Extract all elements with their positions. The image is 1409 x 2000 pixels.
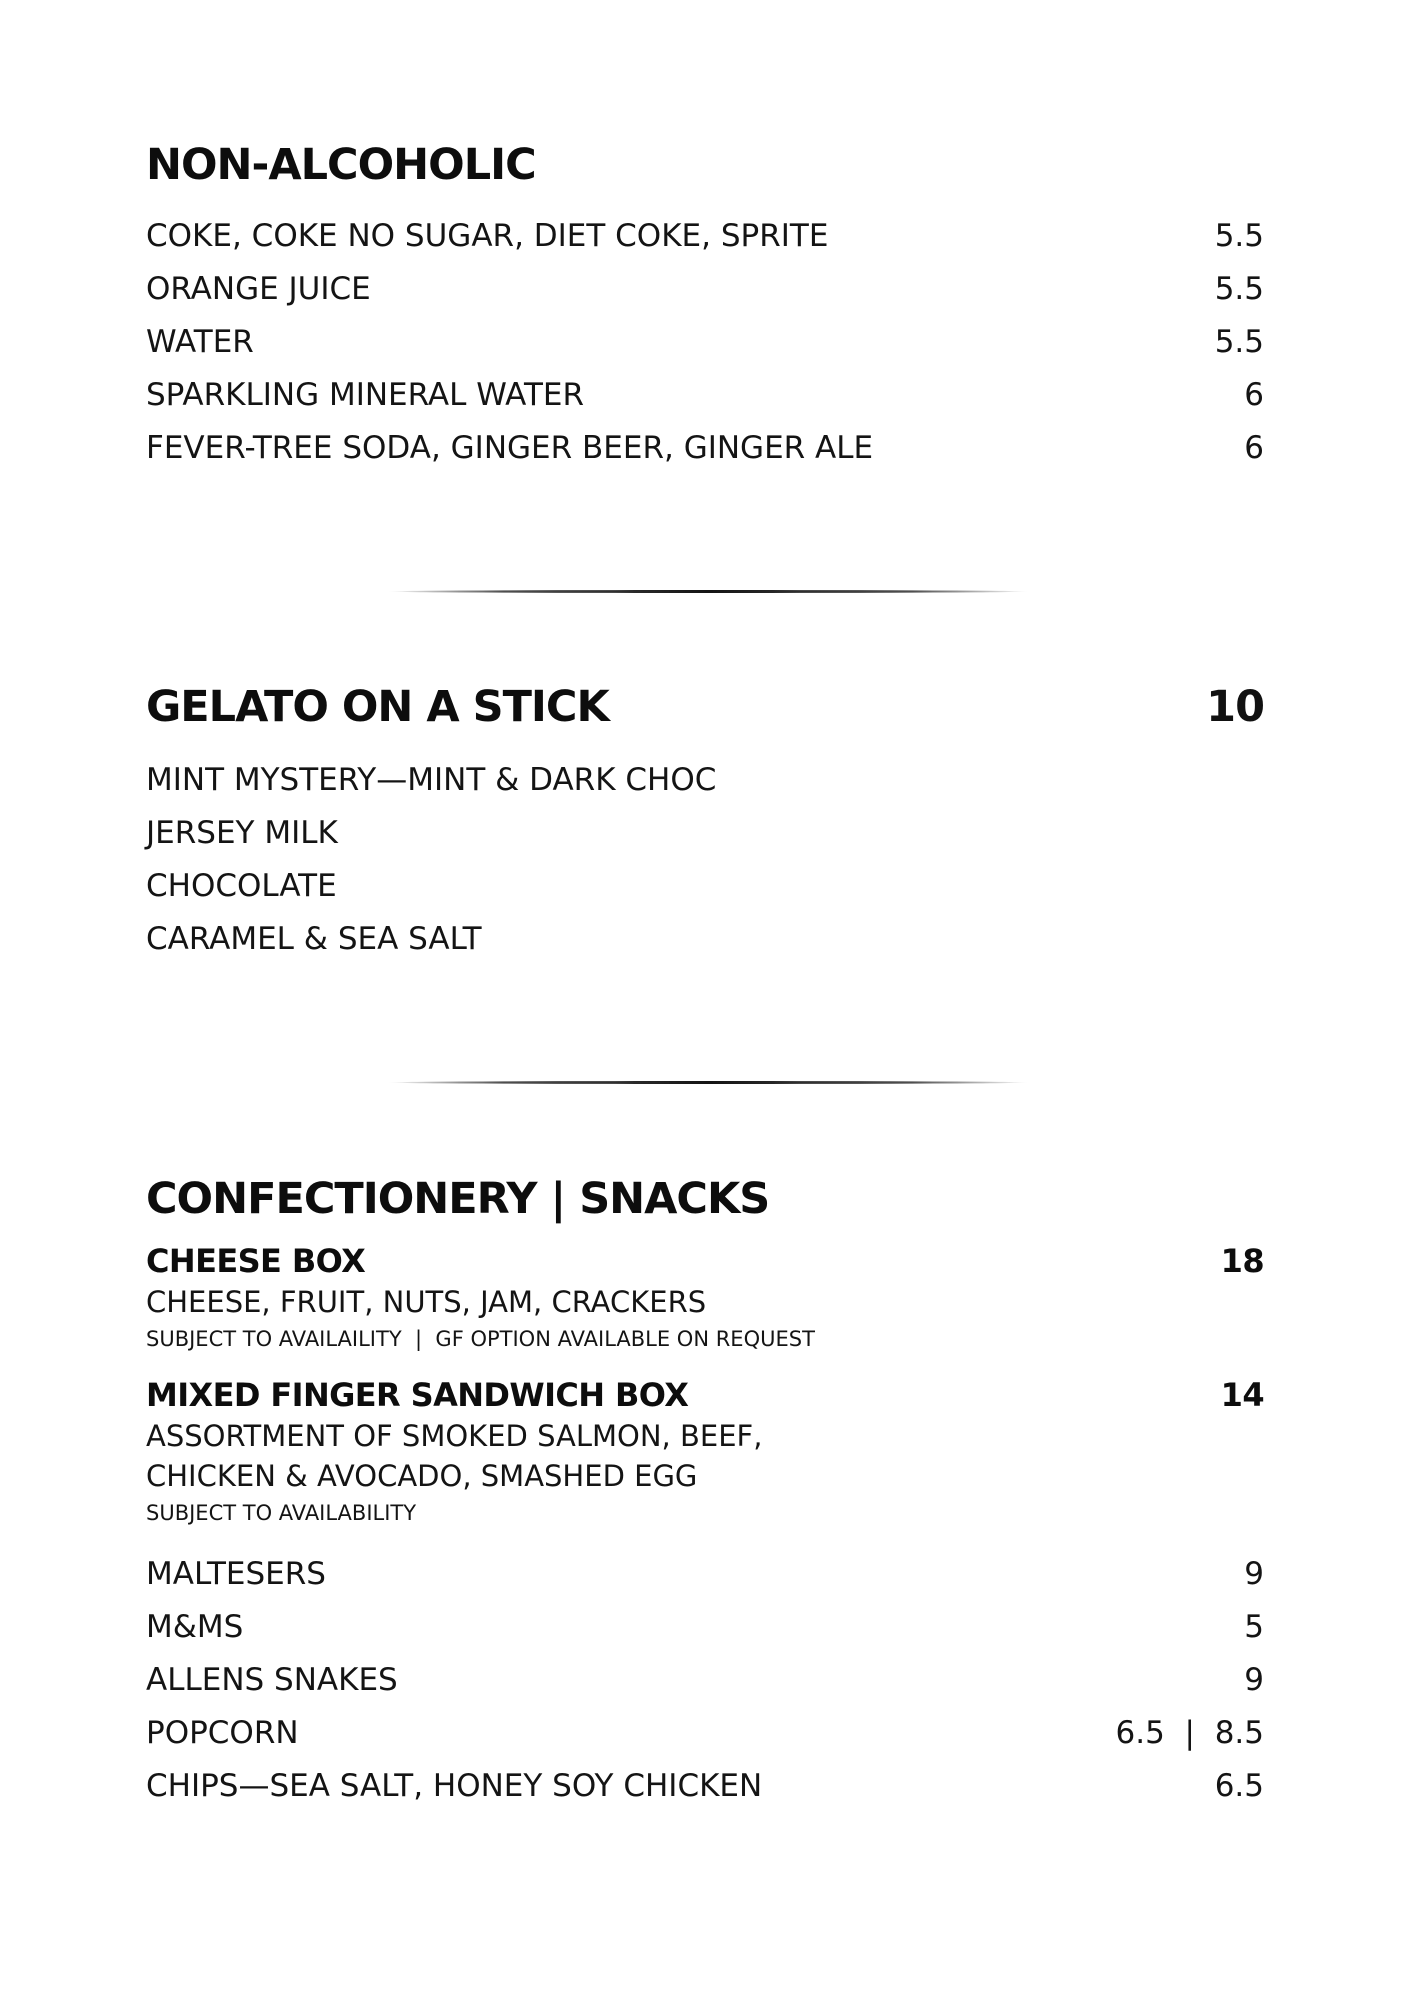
gelato-price: 10 — [1206, 682, 1264, 732]
cheese-box-description: CHEESE, FRUIT, NUTS, JAM, CRACKERS — [146, 1285, 707, 1319]
item-name: FEVER-TREE SODA, GINGER BEER, GINGER ALE — [146, 430, 874, 466]
sandwich-box-price: 14 — [1220, 1376, 1264, 1414]
confectionery-title: CONFECTIONERY | SNACKS — [146, 1174, 770, 1224]
section-divider — [388, 1081, 1028, 1084]
item-price: 6 — [1244, 377, 1264, 413]
item-price: 5.5 — [1214, 324, 1264, 360]
cheese-box-header — [146, 1240, 1264, 1282]
list-item — [146, 263, 1264, 316]
item-name: POPCORN — [146, 1715, 299, 1751]
list-item — [146, 1601, 1264, 1654]
list-item: JERSEY MILK — [146, 815, 338, 851]
cheese-box-price: 18 — [1220, 1242, 1264, 1280]
sandwich-box-description-line1: ASSORTMENT OF SMOKED SALMON, BEEF, — [146, 1419, 763, 1453]
sandwich-box-item — [146, 1374, 1264, 1530]
item-price: 6.5 | 8.5 — [1115, 1715, 1264, 1751]
snacks-list — [146, 1548, 1264, 1813]
item-name: WATER — [146, 324, 254, 360]
section-divider — [388, 590, 1028, 593]
gelato-flavour-list — [146, 754, 1264, 966]
list-item — [146, 1654, 1264, 1707]
cheese-box-name: CHEESE BOX — [146, 1242, 366, 1280]
list-item — [146, 369, 1264, 422]
sandwich-box-header — [146, 1374, 1264, 1416]
item-price: 5.5 — [1214, 271, 1264, 307]
list-item — [146, 422, 1264, 475]
item-name: COKE, COKE NO SUGAR, DIET COKE, SPRITE — [146, 218, 829, 254]
gelato-section — [146, 680, 1264, 966]
gelato-title-row — [146, 680, 1264, 734]
item-price: 5 — [1244, 1609, 1264, 1645]
confectionery-section — [146, 1172, 1264, 1813]
cheese-box-item — [146, 1240, 1264, 1356]
item-price: 9 — [1244, 1662, 1264, 1698]
sandwich-box-note: SUBJECT TO AVAILABILITY — [146, 1501, 417, 1525]
non-alcoholic-title: NON-ALCOHOLIC — [146, 140, 536, 190]
item-name: ALLENS SNAKES — [146, 1662, 398, 1698]
item-price: 6.5 — [1214, 1768, 1264, 1804]
list-item — [146, 210, 1264, 263]
list-item — [146, 316, 1264, 369]
cheese-box-note: SUBJECT TO AVAILAILITY | GF OPTION AVAILABLE ON REQUEST — [146, 1327, 815, 1351]
item-price: 5.5 — [1214, 218, 1264, 254]
item-price: 9 — [1244, 1556, 1264, 1592]
non-alcoholic-list — [146, 210, 1264, 475]
sandwich-box-name: MIXED FINGER SANDWICH BOX — [146, 1376, 689, 1414]
item-name: M&MS — [146, 1609, 244, 1645]
sandwich-box-description-line2: CHICKEN & AVOCADO, SMASHED EGG — [146, 1459, 698, 1493]
list-item: CHOCOLATE — [146, 868, 337, 904]
list-item: CARAMEL & SEA SALT — [146, 921, 482, 957]
gelato-title: GELATO ON A STICK — [146, 682, 609, 732]
item-name: SPARKLING MINERAL WATER — [146, 377, 585, 413]
item-name: MALTESERS — [146, 1556, 326, 1592]
list-item — [146, 1760, 1264, 1813]
list-item: MINT MYSTERY—MINT & DARK CHOC — [146, 762, 717, 798]
item-name: CHIPS—SEA SALT, HONEY SOY CHICKEN — [146, 1768, 763, 1804]
list-item — [146, 1707, 1264, 1760]
item-name: ORANGE JUICE — [146, 271, 371, 307]
non-alcoholic-section — [146, 138, 1264, 475]
list-item — [146, 1548, 1264, 1601]
item-price: 6 — [1244, 430, 1264, 466]
